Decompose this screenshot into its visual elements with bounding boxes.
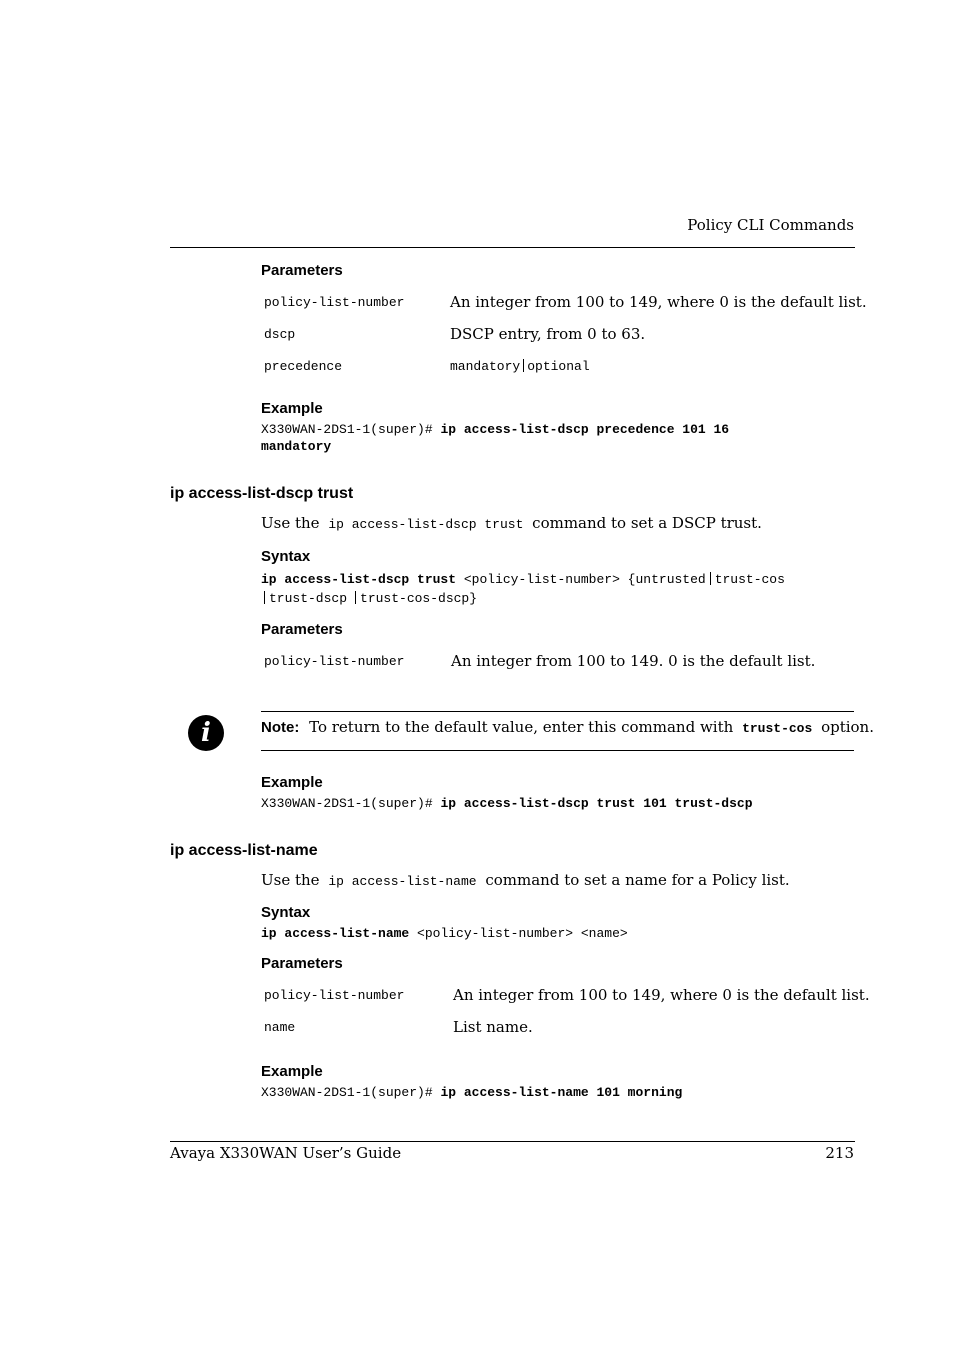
example-code-continued xyxy=(261,439,331,454)
syntax-args: <policy-list-number> <name> xyxy=(417,926,628,941)
param-name: precedence xyxy=(264,359,343,374)
note-command: trust-cos xyxy=(742,721,813,736)
syntax-args: trust-cos-dscp} xyxy=(360,591,478,606)
syntax-command: ip access-list-name xyxy=(261,926,410,941)
syntax-heading: Syntax xyxy=(261,904,311,921)
intro-command: ip access-list-name xyxy=(328,874,477,889)
example-code xyxy=(261,1085,682,1100)
cli-prompt: X330WAN-2DS1-1(super)# xyxy=(261,422,433,437)
example-heading: Example xyxy=(261,1063,323,1080)
note-bottom-rule xyxy=(261,750,854,751)
params-heading: Parameters xyxy=(261,621,343,638)
syntax-args: trust-dscp xyxy=(269,591,348,606)
note-pre: To return to the default value, enter this command with xyxy=(309,718,734,736)
param-name: policy-list-number xyxy=(264,654,405,669)
param-options xyxy=(450,359,590,374)
pipe-separator xyxy=(264,591,265,604)
page-number: 213 xyxy=(825,1144,854,1162)
syntax-line xyxy=(261,572,785,587)
intro-pre: Use the xyxy=(261,871,320,889)
option-optional: optional xyxy=(527,359,590,374)
cli-command: ip access-list-dscp trust 101 trust-dscp xyxy=(440,796,753,811)
note-top-rule xyxy=(261,711,854,712)
note-post: option. xyxy=(821,718,874,736)
example-code xyxy=(261,796,753,811)
intro-text xyxy=(261,514,762,532)
info-icon: i xyxy=(188,715,224,751)
param-desc: DSCP entry, from 0 to 63. xyxy=(450,325,646,343)
param-desc: An integer from 100 to 149, where 0 is the default list. xyxy=(453,986,870,1004)
cli-command: ip access-list-dscp precedence 101 16 xyxy=(440,422,730,437)
intro-post: command to set a name for a Policy list. xyxy=(485,871,790,889)
section-title: ip access-list-dscp trust xyxy=(170,485,354,502)
pipe-separator xyxy=(523,359,524,372)
syntax-command: ip access-list-dscp trust xyxy=(261,572,457,587)
param-name: dscp xyxy=(264,327,296,342)
syntax-args: <policy-list-number> {untrusted xyxy=(463,572,706,587)
param-name: policy-list-number xyxy=(264,295,405,310)
example-code xyxy=(261,422,729,437)
pipe-separator xyxy=(710,572,711,585)
example-heading: Example xyxy=(261,400,323,417)
param-desc: An integer from 100 to 149. 0 is the default list. xyxy=(451,652,816,670)
cli-command: ip access-list-name 101 morning xyxy=(440,1085,683,1100)
footer-rule xyxy=(170,1141,855,1142)
syntax-line-continued xyxy=(261,591,477,606)
params-heading: Parameters xyxy=(261,955,343,972)
intro-text xyxy=(261,871,790,889)
cli-prompt: X330WAN-2DS1-1(super)# xyxy=(261,1085,433,1100)
syntax-heading: Syntax xyxy=(261,548,311,565)
note-text xyxy=(261,718,874,736)
option-mandatory: mandatory xyxy=(450,359,521,374)
syntax-line xyxy=(261,926,628,941)
section-title: ip access-list-name xyxy=(170,842,318,859)
running-header: Policy CLI Commands xyxy=(687,216,854,234)
syntax-args: trust-cos xyxy=(714,572,785,587)
cli-command-continued: mandatory xyxy=(261,439,332,454)
intro-command: ip access-list-dscp trust xyxy=(328,517,524,532)
param-name: name xyxy=(264,1020,296,1035)
note-label: Note: xyxy=(261,719,300,736)
param-desc: An integer from 100 to 149, where 0 is the default list. xyxy=(450,293,867,311)
cli-prompt: X330WAN-2DS1-1(super)# xyxy=(261,796,433,811)
footer-guide-title: Avaya X330WAN User’s Guide xyxy=(170,1144,402,1162)
header-rule xyxy=(170,247,855,248)
pipe-separator xyxy=(355,591,356,604)
intro-post: command to set a DSCP trust. xyxy=(532,514,762,532)
param-desc: List name. xyxy=(453,1018,533,1036)
example-heading: Example xyxy=(261,774,323,791)
params-heading: Parameters xyxy=(261,262,343,279)
intro-pre: Use the xyxy=(261,514,320,532)
param-name: policy-list-number xyxy=(264,988,405,1003)
